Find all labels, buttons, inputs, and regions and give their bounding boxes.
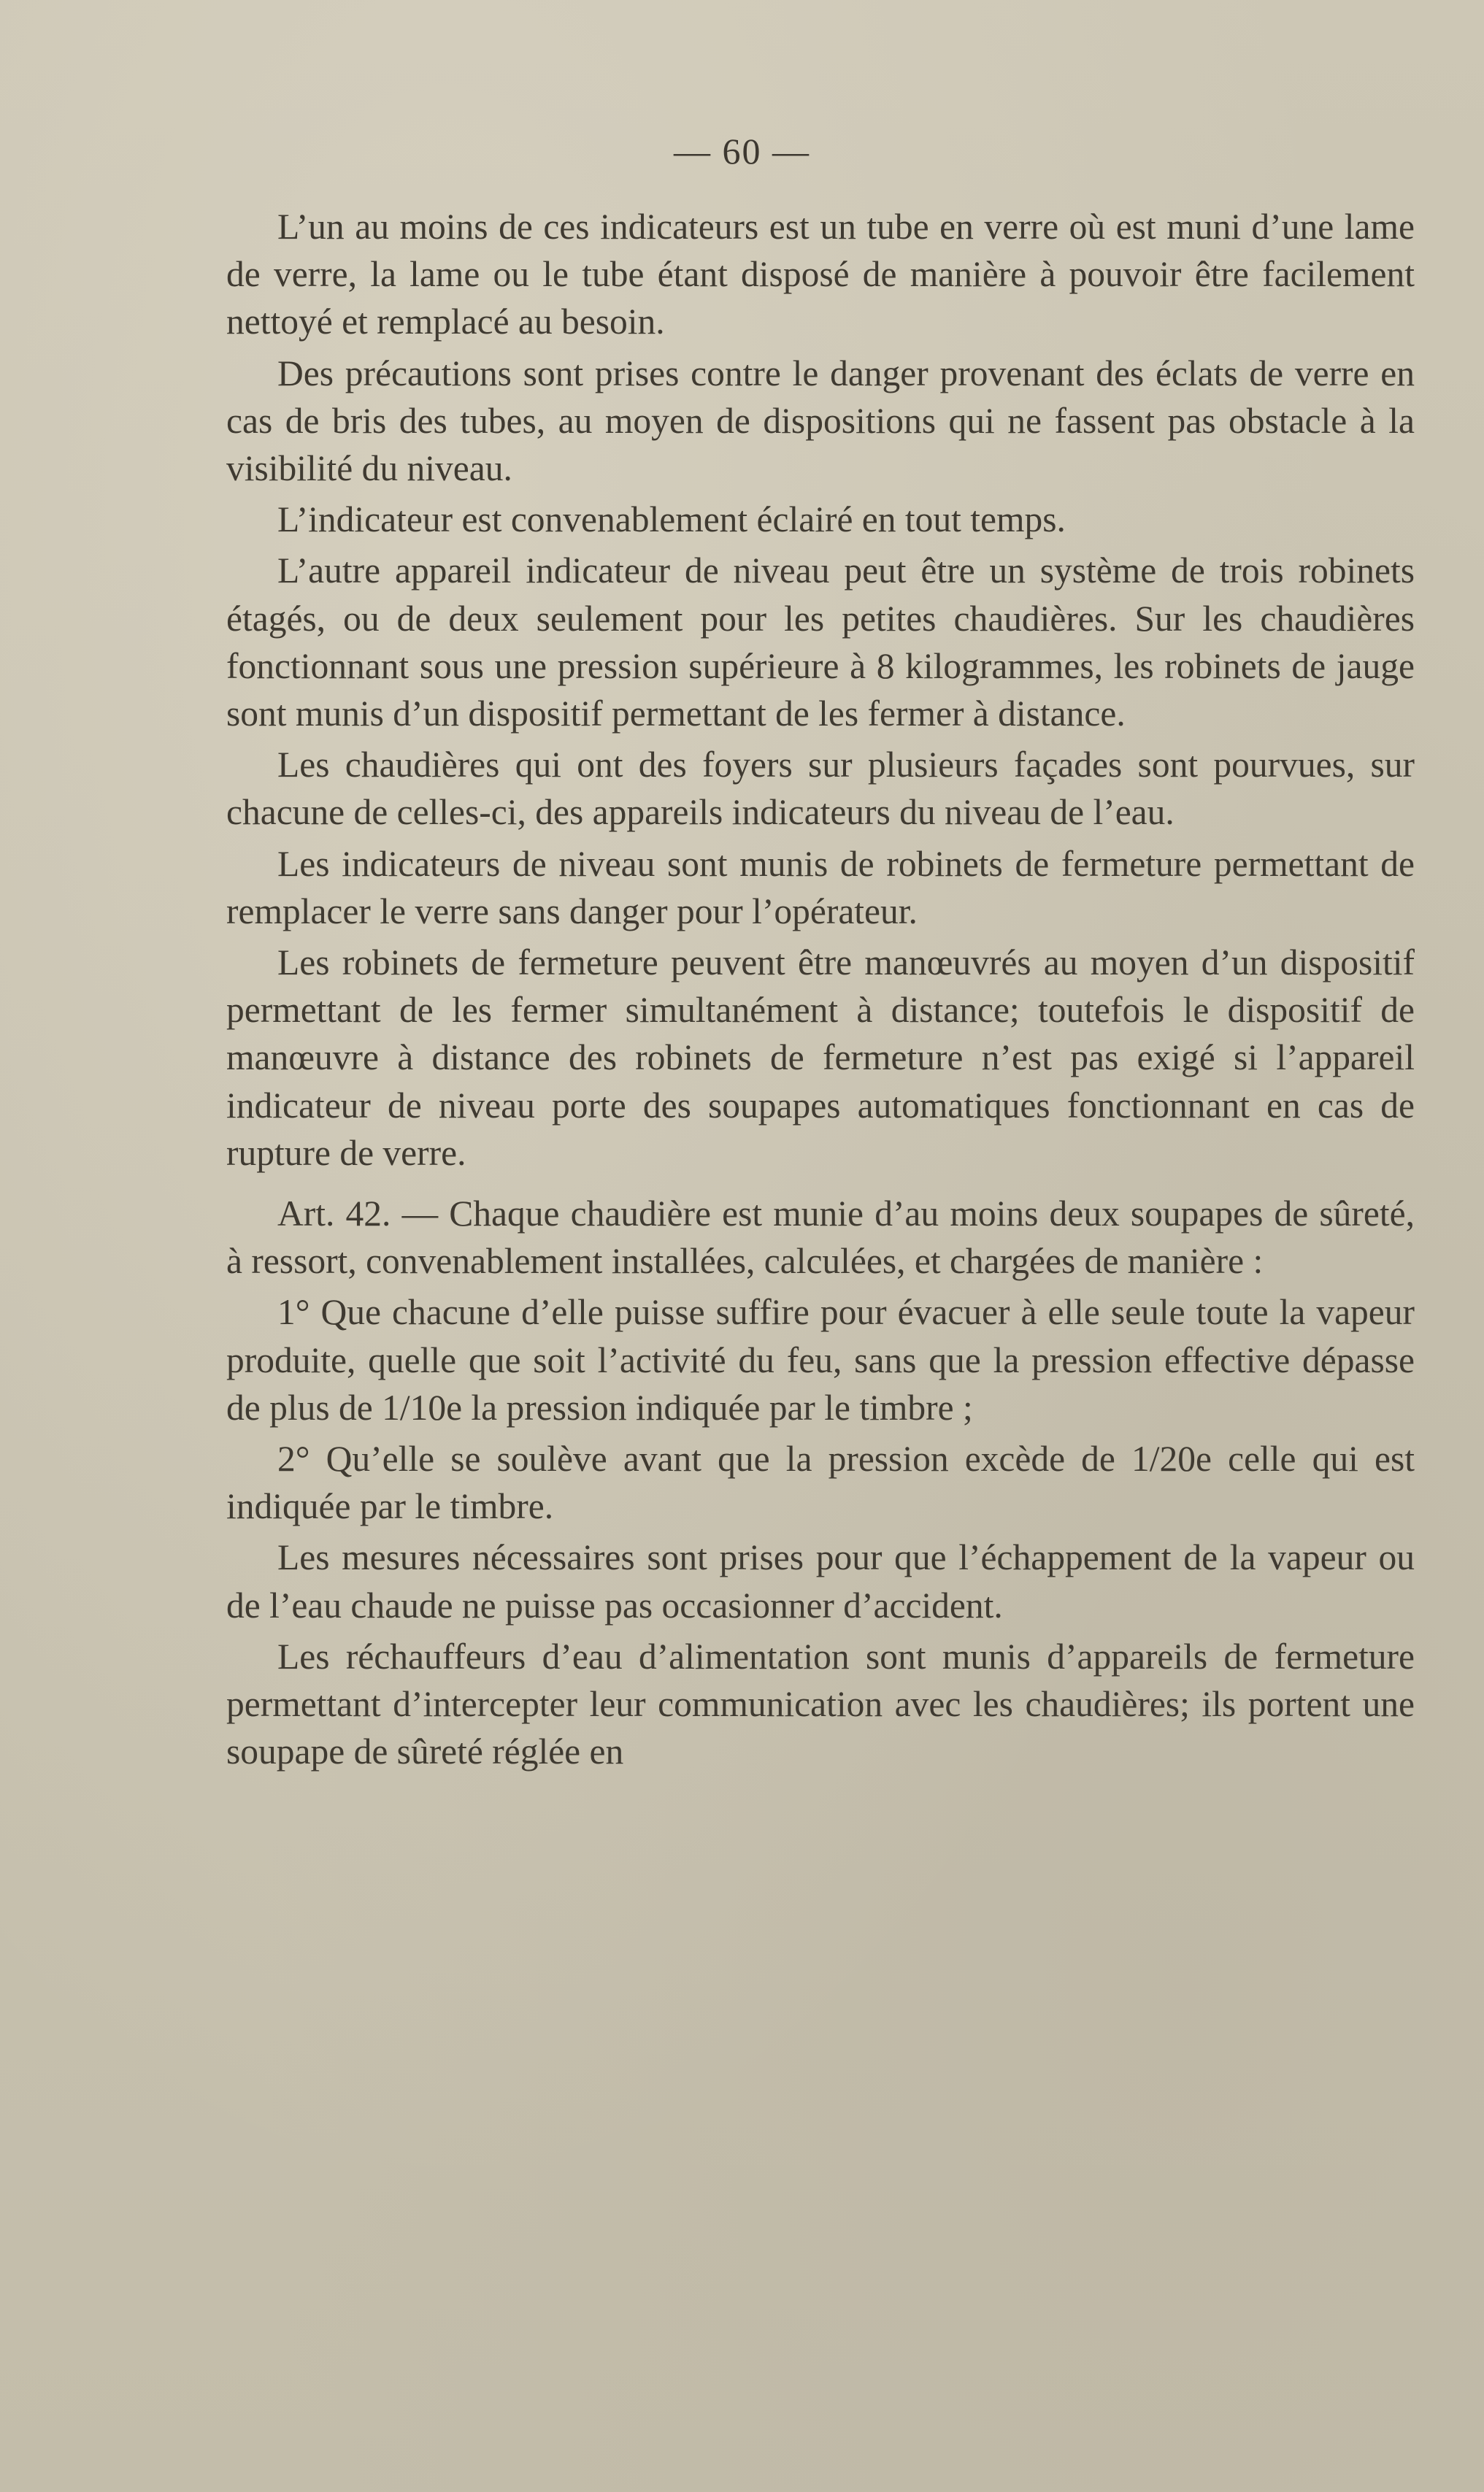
paragraph-3: L’indicateur est convenablement éclairé en tout temps. <box>277 499 1066 540</box>
paragraph-4: L’autre appareil indicateur de niveau peut être un système de trois robinets étagés, ou de deux seulement pour les petites chaudières. Sur les chaudières fonctionnant sous une pression supérieure à 8 kilogrammes, les robinets de jauge sont munis d’un dispositif permettant de les fermer à distance. <box>226 550 1415 734</box>
article-42-item-1: 1° Que chacune d’elle puisse suffire pour évacuer à elle seule toute la vapeur produite, quelle que soit l’activité du feu, sans que la pression effective dépasse de plus de 1/10e la pression indiquée par le timbre ; <box>226 1292 1415 1428</box>
page-number: — 60 — <box>674 131 810 172</box>
article-42-heading-paragraph: Art. 42. — Chaque chaudière est munie d’au moins deux soupapes de sûreté, à ressort, convenablement installées, calculées, et chargées de manière : <box>226 1193 1415 1282</box>
paragraph-2: Des précautions sont prises contre le danger provenant des éclats de verre en cas de bris des tubes, au moyen de dispositions qui ne fassent pas obstacle à la visibilité du niveau. <box>226 353 1415 489</box>
paragraph-11: Les mesures nécessaires sont prises pour que l’échappement de la vapeur ou de l’eau chaude ne puisse pas occasionner d’accident. <box>226 1537 1415 1626</box>
paragraph-5: Les chaudières qui ont des foyers sur plusieurs façades sont pourvues, sur chacune de celles-ci, des appareils indicateurs du niveau de l’eau. <box>226 745 1415 833</box>
body-text <box>226 203 1415 1776</box>
paragraph-12: Les réchauffeurs d’eau d’alimentation sont munis d’appareils de fermeture permettant d’intercepter leur communication avec les chaudières; ils portent une soupape de sûreté réglée en <box>226 1636 1415 1772</box>
paragraph-1: L’un au moins de ces indicateurs est un tube en verre où est muni d’une lame de verre, la lame ou le tube étant disposé de manière à pouvoir être facilement nettoyé et remplacé au besoin. <box>226 207 1415 342</box>
paragraph-7: Les robinets de fermeture peuvent être manœuvrés au moyen d’un dispositif permettant de les fermer simultanément à distance; toutefois le dispositif de manœuvre à distance des robinets de fermeture n’est pas exigé si l’appareil indicateur de niveau porte des soupapes automatiques fonctionnant en cas de rupture de verre. <box>226 942 1415 1173</box>
paragraph-6: Les indicateurs de niveau sont munis de robinets de fermeture permettant de remplacer le verre sans danger pour l’opérateur. <box>226 843 1415 931</box>
article-42-item-2: 2° Qu’elle se soulève avant que la pression excède de 1/20e celle qui est indiquée par le timbre. <box>226 1439 1415 1527</box>
